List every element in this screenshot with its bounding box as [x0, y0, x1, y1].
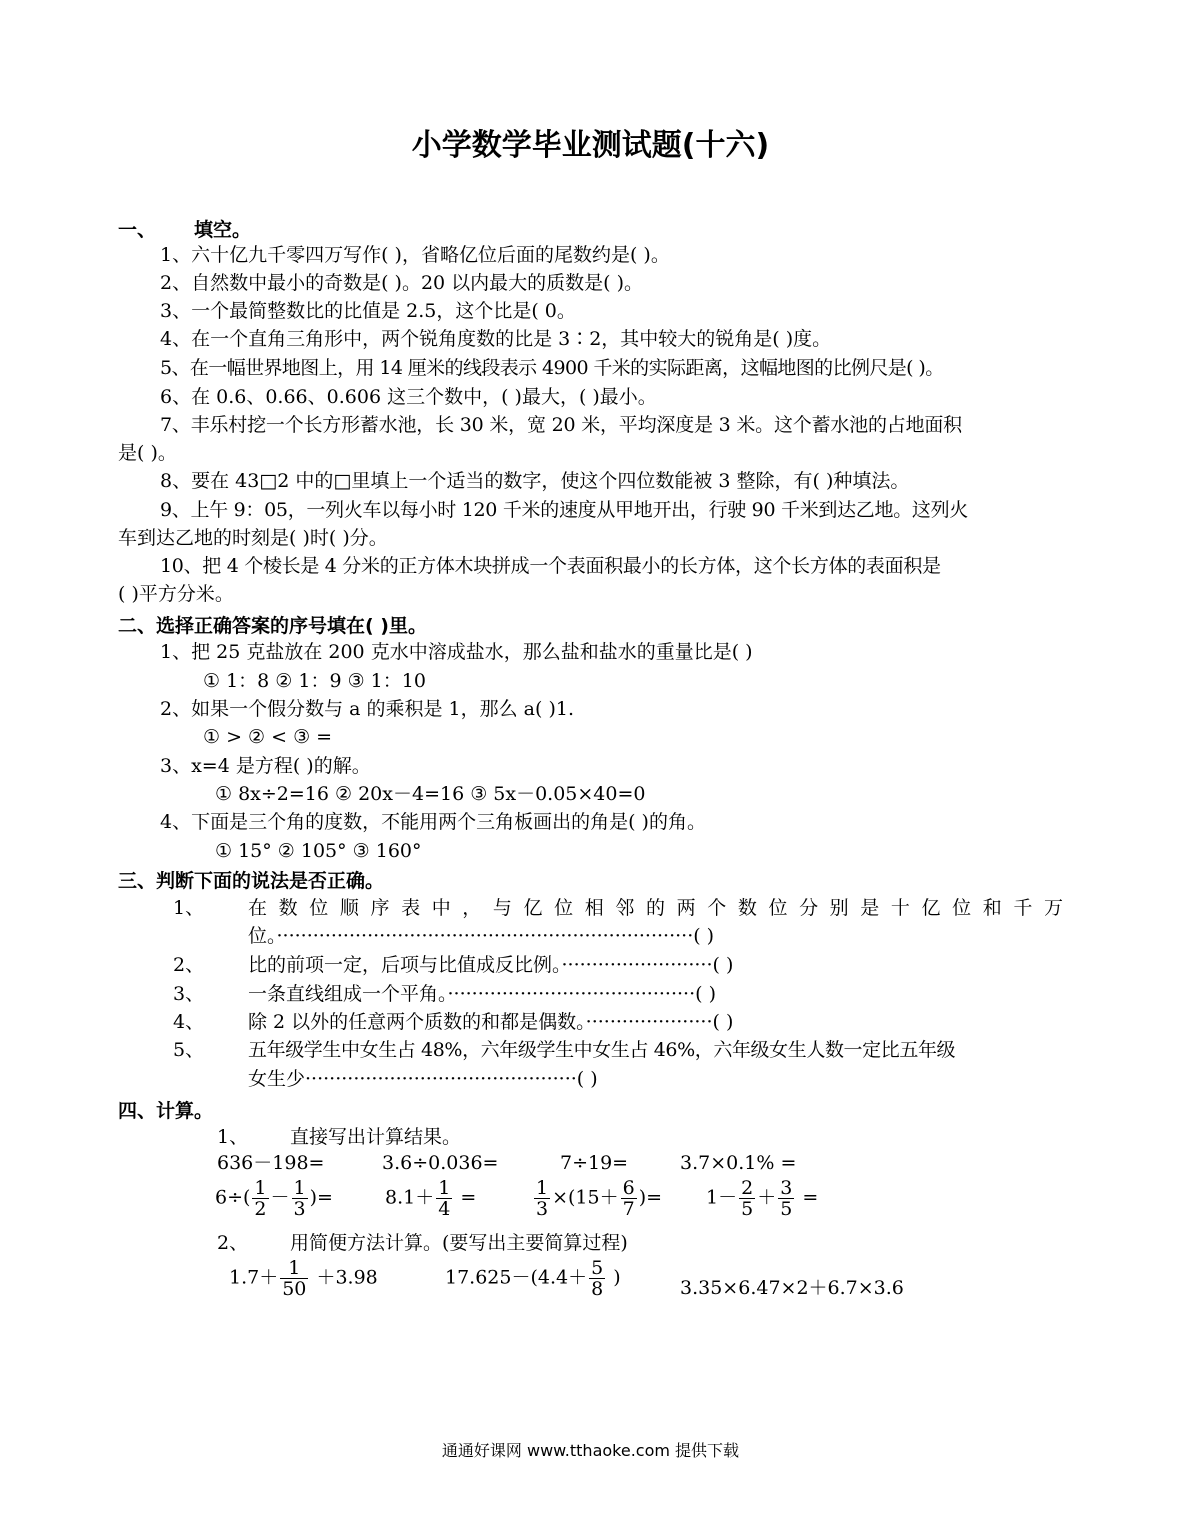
section1-heading — [118, 215, 251, 242]
s2-question-2: 2、如果一个假分数与 a 的乘积是 1，那么 a( )1. — [160, 698, 574, 720]
calc-2-1 — [215, 1178, 333, 1219]
s3-item-2-text: 比的前项一定，后项与比值成反比例。·························( ) — [248, 954, 734, 976]
s1-question-6: 6、在 0.6、0.66、0.606 这三个数中，( )最大，( )最小。 — [160, 386, 657, 408]
calc-2-1-post: )= — [309, 1186, 333, 1209]
s4-sub2-num: 2、 — [217, 1232, 249, 1254]
footer-credit: 通通好课网 www.tthaoke.com 提供下载 — [441, 1441, 740, 1460]
fraction-1-4: $\frac{1}{4}$ — [438, 1177, 451, 1220]
calc-2-1-minus: － — [270, 1186, 290, 1209]
s1-question-9-line1: 9、上午 9：05，一列火车以每小时 120 千米的速度从甲地开出，行驶 90 千米到达乙地。这列火 — [160, 499, 968, 521]
calc-3-1-pre: 1.7＋ — [229, 1266, 279, 1289]
s1-question-7-line1: 7、丰乐村挖一个长方形蓄水池，长 30 米，宽 20 米，平均深度是 3 米。这个蓄水池的占地面积 — [160, 414, 962, 436]
calc-1-2: 3.6÷0.036= — [382, 1152, 499, 1174]
s4-sub1-text: 直接写出计算结果。 — [290, 1126, 462, 1148]
s3-item-4-text: 除 2 以外的任意两个质数的和都是偶数。·····················( ) — [248, 1011, 734, 1033]
fraction-1-50: $\frac{1}{50}$ — [282, 1257, 307, 1300]
calc-3-2-pre: 17.625－(4.4＋ — [445, 1266, 588, 1289]
s1-question-2: 2、自然数中最小的奇数是( )。20 以内最大的质数是( )。 — [160, 272, 644, 294]
s3-item-3-num: 3、 — [173, 983, 205, 1005]
calc-3-1 — [229, 1258, 378, 1299]
section2-heading: 二、选择正确答案的序号填在( )里。 — [118, 615, 427, 637]
calc-2-2-post: = — [460, 1186, 477, 1209]
fraction-6-7: $\frac{6}{7}$ — [622, 1177, 635, 1220]
s3-item-5-line1: 五年级学生中女生占 48%，六年级学生中女生占 46%，六年级女生人数一定比五年级 — [248, 1039, 956, 1061]
s2-question-3-options: ① 8x÷2=16 ② 20x－4=16 ③ 5x－0.05×40=0 — [215, 783, 646, 805]
calc-2-4-pre: 1－ — [706, 1186, 738, 1209]
calc-1-1: 636－198= — [217, 1152, 325, 1174]
calc-1-4: 3.7×0.1% = — [680, 1152, 797, 1174]
calc-1-3: 7÷19= — [560, 1152, 629, 1174]
s3-item-5-line2: 女生少·············································( ) — [248, 1068, 598, 1090]
s2-question-1: 1、把 25 克盐放在 200 克水中溶成盐水，那么盐和盐水的重量比是( ) — [160, 641, 753, 663]
calc-2-4 — [706, 1178, 818, 1219]
calc-2-4-post: = — [802, 1186, 819, 1209]
s2-question-3: 3、x=4 是方程( )的解。 — [160, 755, 371, 777]
s1-question-8: 8、要在 43□2 中的□里填上一个适当的数字，使这个四位数能被 3 整除，有( )种填法。 — [160, 470, 910, 492]
s1-question-3: 3、一个最简整数比的比值是 2.5，这个比是( 0。 — [160, 300, 576, 322]
calc-2-3 — [532, 1178, 662, 1219]
section1-heading-text: 填空。 — [194, 219, 252, 241]
s3-item-5-num: 5、 — [173, 1039, 205, 1061]
calc-2-3-post: )= — [638, 1186, 663, 1209]
page-title: 小学数学毕业测试题(十六) — [411, 128, 770, 163]
calc-3-3: 3.35×6.47×2＋6.7×3.6 — [680, 1277, 904, 1299]
s2-question-1-options: ① 1：8 ② 1：9 ③ 1：10 — [203, 670, 426, 692]
s1-question-10-line1: 10、把 4 个棱长是 4 分米的正方体木块拼成一个表面积最小的长方体，这个长方体的表面积是 — [160, 555, 941, 577]
section1-heading-num: 一、 — [118, 219, 157, 241]
section3-heading: 三、判断下面的说法是否正确。 — [118, 870, 385, 892]
fraction-1-2: $\frac{1}{2}$ — [254, 1177, 267, 1220]
s3-item-1-line1: 在数位顺序表中，与亿位相邻的两个数位分别是十亿位和千万 — [248, 897, 1063, 919]
calc-2-1-pre: 6÷( — [215, 1186, 251, 1209]
s3-item-3-text: 一条直线组成一个平角。·········································( ) — [248, 983, 716, 1005]
calc-3-1-post: ＋3.98 — [316, 1266, 378, 1289]
s3-item-2-num: 2、 — [173, 954, 205, 976]
s1-question-4: 4、在一个直角三角形中，两个锐角度数的比是 3∶2，其中较大的锐角是( )度。 — [160, 328, 832, 350]
s4-sub2-text: 用简便方法计算。(要写出主要简算过程) — [290, 1232, 628, 1254]
calc-2-3-mid: ×(15＋ — [552, 1186, 619, 1209]
s2-question-2-options: ① > ② < ③ = — [203, 726, 333, 748]
s4-sub1-num: 1、 — [217, 1126, 249, 1148]
calc-3-2-post: ) — [613, 1266, 621, 1289]
s1-question-9-line2: 车到达乙地的时刻是( )时( )分。 — [118, 527, 388, 549]
s1-question-5: 5、在一幅世界地图上，用 14 厘米的线段表示 4900 千米的实际距离，这幅地图的比例尺是( )。 — [160, 357, 944, 379]
s3-item-4-num: 4、 — [173, 1011, 205, 1033]
s1-question-10-line2: ( )平方分米。 — [118, 583, 234, 605]
calc-2-2-pre: 8.1＋ — [385, 1186, 435, 1209]
s2-question-4-options: ① 15° ② 105° ③ 160° — [215, 840, 422, 862]
s1-question-1: 1、六十亿九千零四万写作( )，省略亿位后面的尾数约是( )。 — [160, 244, 670, 266]
calc-2-2 — [385, 1178, 476, 1219]
section4-heading: 四、计算。 — [118, 1100, 214, 1122]
s2-question-4: 4、下面是三个角的度数，不能用两个三角板画出的角是( )的角。 — [160, 811, 706, 833]
fraction-5-8: $\frac{5}{8}$ — [591, 1257, 604, 1300]
s1-question-7-line2: 是( )。 — [118, 442, 177, 464]
s3-item-1-num: 1、 — [173, 897, 205, 919]
calc-3-2 — [445, 1258, 621, 1299]
s3-item-1-line2: 位。·····································································( ) — [248, 925, 715, 947]
fraction-1-3: $\frac{1}{3}$ — [293, 1177, 306, 1220]
fraction-3-5: $\frac{3}{5}$ — [780, 1177, 793, 1220]
fraction-2-5: $\frac{2}{5}$ — [741, 1177, 754, 1220]
calc-2-4-plus: ＋ — [757, 1186, 777, 1209]
fraction-1-3b: $\frac{1}{3}$ — [536, 1177, 549, 1220]
